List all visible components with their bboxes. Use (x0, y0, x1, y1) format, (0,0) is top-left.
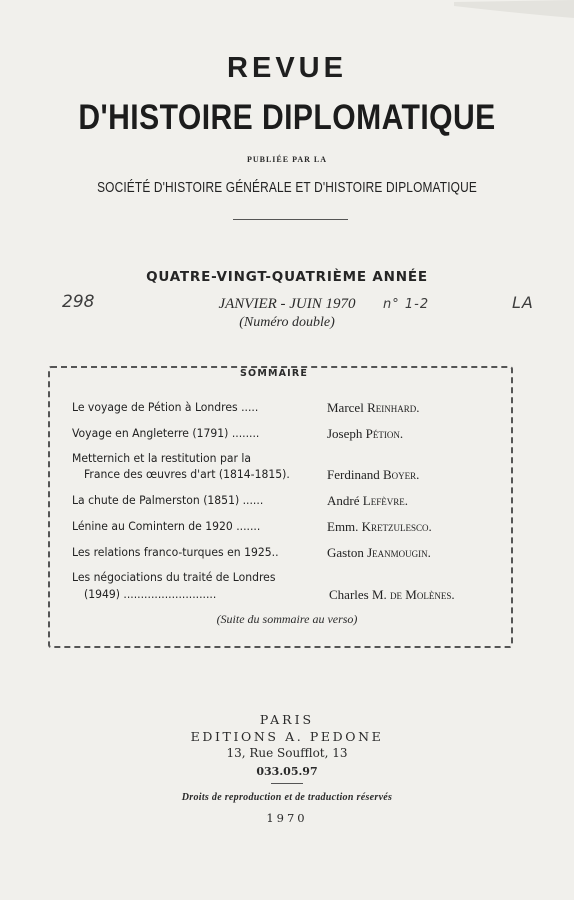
entry-author: André Lefèvre. (327, 493, 408, 508)
entry-title: (1949) ........................... (84, 587, 217, 601)
publisher-city: PARIS (259, 712, 315, 727)
publisher-phone: 033.05.97 (256, 765, 318, 778)
entry-author: Emm. Kretzulesco. (327, 519, 432, 534)
entry-author: Joseph Pétion. (327, 426, 404, 441)
divider-rule (233, 219, 348, 220)
contents-heading: SOMMAIRE (232, 368, 316, 379)
entry-author: Ferdinand Boyer. (327, 467, 420, 482)
rights-notice: Droits de reproduction et de traduction réservés (181, 792, 393, 803)
journal-title: D'HISTOIRE DIPLOMATIQUE (78, 98, 496, 137)
contents-continued-note: (Suite du sommaire au verso) (216, 612, 358, 626)
entry-title: France des œuvres d'art (1814-1815). (84, 467, 290, 481)
publisher-name: EDITIONS A. PEDONE (190, 729, 384, 744)
society-name: SOCIÉTÉ D'HISTOIRE GÉNÉRALE ET D'HISTOIRE DIPLOMATIQUE (97, 180, 477, 196)
volume-year-line: QUATRE-VINGT-QUATRIÈME ANNÉE (146, 269, 428, 285)
publisher-address: 13, Rue Soufflot, 13 (226, 746, 348, 760)
handwritten-note-left: 298 (62, 292, 95, 312)
entry-author: Charles M. de Molènes. (329, 587, 455, 602)
issue-dates: JANVIER - JUIN 1970 (218, 296, 356, 312)
handwritten-note-middle: n° 1-2 (383, 297, 430, 312)
journal-revue-word: REVUE (227, 52, 347, 84)
entry-title: Lénine au Comintern de 1920 ....... (72, 519, 261, 533)
publication-year: 1970 (266, 811, 308, 825)
torn-paper-corner (454, 0, 574, 20)
entry-title-line1: Les négociations du traité de Londres (72, 570, 276, 584)
entry-title-line1: Metternich et la restitution par la (72, 451, 251, 465)
entry-author: Marcel Reinhard. (327, 400, 420, 415)
entry-title: La chute de Palmerston (1851) ...... (72, 493, 264, 507)
handwritten-note-right: LA (512, 293, 534, 312)
entry-author: Gaston Jeanmougin. (327, 545, 431, 560)
divider-rule-small (271, 783, 303, 784)
issue-number-note: (Numéro double) (239, 315, 335, 330)
published-by-line: PUBLIÉE PAR LA (246, 155, 328, 164)
entry-title: Le voyage de Pétion à Londres ..... (72, 400, 259, 414)
entry-title: Voyage en Angleterre (1791) ........ (72, 426, 260, 440)
entry-title: Les relations franco-turques en 1925.. (72, 545, 279, 559)
